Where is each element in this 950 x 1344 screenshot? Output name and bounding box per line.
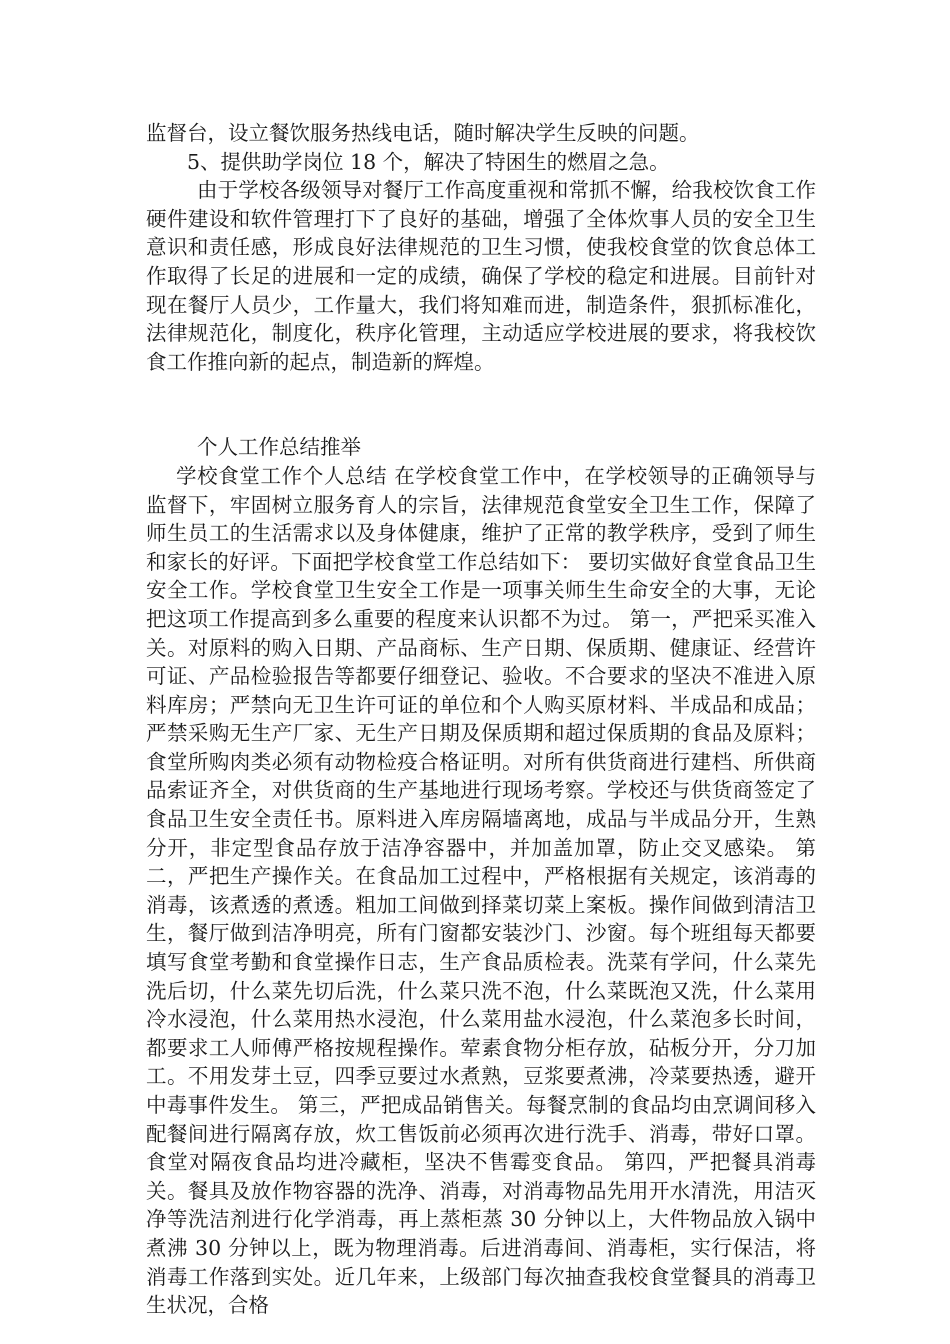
blank-line xyxy=(146,376,816,433)
paragraph-summary: 由于学校各级领导对餐厅工作高度重视和常抓不懈，给我校饮食工作硬件建设和软件管理打下了良好的基础，增强了全体炊事人员的安全卫生意识和责任感，形成良好法律规范的卫生习惯，使我校食堂的饮食总体工作取得了长足的进展和一定的成绩，确保了学校的稳定和进展。目前针对现在餐厅人员少，工作量大，我们将知难而进，制造条件，狠抓标准化，法律规范化，制度化，秩序化管理，主动适应学校进展的要求，将我校饮食工作推向新的起点，制造新的辉煌。 xyxy=(146,178,816,374)
document-body xyxy=(146,119,816,1320)
paragraph-personal-summary: 学校食堂工作个人总结 在学校食堂工作中，在学校领导的正确领导与监督下，牢固树立服务育人的宗旨，法律规范食堂安全卫生工作，保障了师生员工的生活需求以及身体健康，维护了正常的教学秩序，受到了师生和家长的好评。下面把学校食堂工作总结如下： 要切实做好食堂食品卫生安全工作。学校食堂卫生安全工作是一项事关师生生命安全的大事，无论把这项工作提高到多么重要的程度来认识都不为过。 第一，严把采买准入关。对原料的购入日期、产品商标、生产日期、保质期、健康证、经营许可证、产品检验报告等都要仔细登记、验收。不合要求的坚决不准进入原料库房；严禁向无卫生许可证的单位和个人购买原材料、半成品和成品；严禁采购无生产厂家、无生产日期及保质期和超过保质期的食品及原料；食堂所购肉类必须有动物检疫合格证明。对所有供货商进行建档、所供商品索证齐全，对供货商的生产基地进行现场考察。学校还与供货商签定了食品卫生安全责任书。原料进入库房隔墙离地，成品与半成品分开，生熟分开，非定型食品存放于洁净容器中，并加盖加罩，防止交叉感染。 第二，严把生产操作关。在食品加工过程中，严格根据有关规定，该消毒的消毒，该煮透的煮透。粗加工间做到择菜切菜上案板。操作间做到清洁卫生，餐厅做到洁净明亮，所有门窗都安装沙门、沙窗。每个班组每天都要填写食堂考勤和食堂操作日志，生产食品质检表。洗菜有学问，什么菜先洗后切，什么菜先切后洗，什么菜只洗不泡，什么菜既泡又洗，什么菜用冷水浸泡，什么菜用热水浸泡，什么菜用盐水浸泡，什么菜泡多长时间，都要求工人师傅严格按规程操作。荤素食物分柜存放，砧板分开，分刀加工。不用发芽土豆，四季豆要过水煮熟，豆浆要煮沸，冷菜要热透，避开中毒事件发生。 第三，严把成品销售关。每餐烹制的食品均由烹调间移入配餐间进行隔离存放，炊工售饭前必须再次进行洗手、消毒，带好口罩。食堂对隔夜食品均进冷藏柜，坚决不售霉变食品。 第四，严把餐具消毒关。餐具及放作物容器的洗净、消毒，对消毒物品先用开水清洗，用洁灭净等洗洁剂进行化学消毒，再上蒸柜蒸 30 分钟以上，大件物品放入锅中煮沸 30 分钟以上，既为物理消毒。后进消毒间、消毒柜，实行保洁，将消毒工作落到实处。近几年来，上级部门每次抽查我校食堂餐具的消毒卫生状况，合格 xyxy=(146,463,816,1318)
paragraph-item-5: 5、提供助学岗位 18 个，解决了特困生的燃眉之急。 xyxy=(187,149,670,174)
paragraph-continuation: 监督台，设立餐饮服务热线电话，随时解决学生反映的问题。 xyxy=(146,121,700,145)
section-heading: 个人工作总结推举 xyxy=(197,435,361,460)
